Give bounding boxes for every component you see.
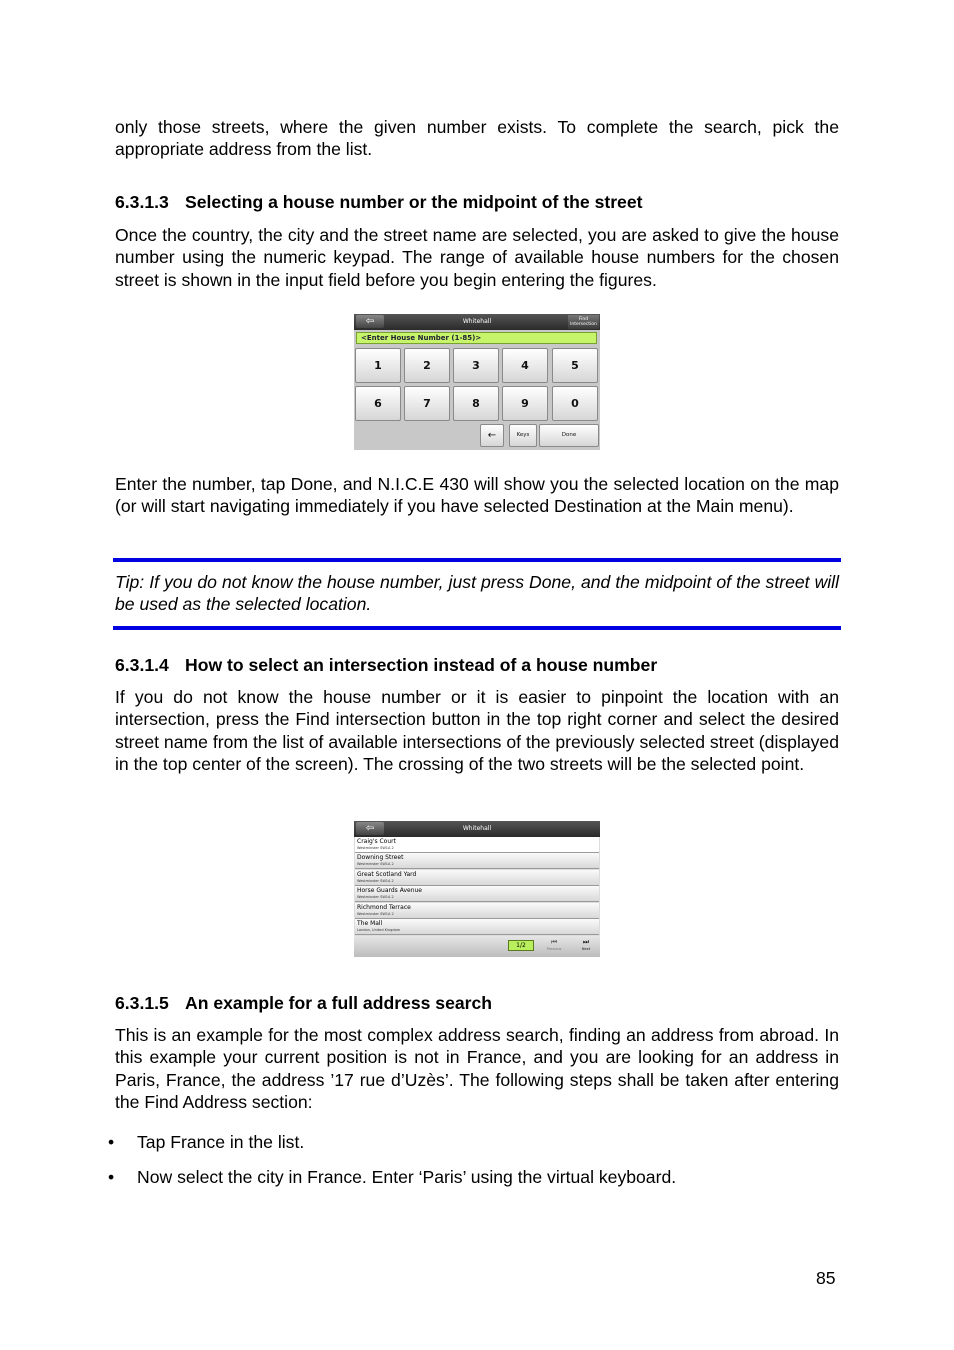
keys-button[interactable]: Keys	[509, 424, 537, 447]
section-number: 6.3.1.4	[115, 655, 169, 675]
find-label: Find	[578, 317, 589, 322]
backspace-button[interactable]: ←	[480, 424, 504, 447]
section-heading-6-3-1-4	[115, 655, 657, 676]
street-name: Downing Street	[357, 854, 404, 861]
street-area: Westminster SW1A 2	[357, 895, 394, 899]
street-area: Westminster SW1A 2	[357, 912, 394, 916]
key-4[interactable]: 4	[502, 348, 548, 383]
previous-icon: ⏮	[550, 938, 558, 946]
street-name: Horse Guards Avenue	[357, 887, 422, 894]
previous-label: Previous	[546, 947, 562, 951]
key-5[interactable]: 5	[552, 348, 598, 383]
street-name: Craig's Court	[357, 838, 396, 845]
done-button[interactable]: Done	[539, 424, 599, 447]
title-bar	[354, 821, 600, 837]
next-icon: ⏭	[582, 938, 590, 946]
bullet-icon: •	[108, 1132, 115, 1152]
next-label: Next	[581, 947, 591, 951]
street-area: Westminster SW1A 2	[357, 846, 394, 850]
street-area: Westminster SW1A 2	[357, 862, 394, 866]
section-number: 6.3.1.5	[115, 993, 169, 1013]
list-item[interactable]	[355, 903, 599, 919]
step-text: Tap France in the list.	[137, 1132, 305, 1152]
house-number-input[interactable]: <Enter House Number (1-85)>	[356, 332, 597, 344]
intersection-label: Intersection	[570, 322, 597, 327]
title-bar	[354, 314, 600, 330]
bullet-icon: •	[108, 1167, 115, 1187]
page-indicator: 1/2	[508, 940, 534, 951]
back-arrow-icon[interactable]: ⇦	[356, 822, 384, 835]
section-title: Selecting a house number or the midpoint of the street	[185, 192, 643, 212]
list-item[interactable]	[355, 853, 599, 869]
key-6[interactable]: 6	[355, 386, 401, 421]
screen-title: Whitehall	[462, 825, 492, 832]
key-3[interactable]: 3	[453, 348, 499, 383]
list-item[interactable]	[355, 919, 599, 935]
list-item	[108, 1166, 676, 1201]
key-0[interactable]: 0	[552, 386, 598, 421]
list-item[interactable]	[355, 837, 599, 853]
back-arrow-icon[interactable]: ⇦	[356, 315, 384, 328]
street-area: London, United Kingdom	[357, 928, 401, 932]
key-7[interactable]: 7	[404, 386, 450, 421]
step-text: Now select the city in France. Enter ‘Paris’ using the virtual keyboard.	[137, 1167, 677, 1187]
street-name: Richmond Terrace	[357, 904, 411, 911]
section-number: 6.3.1.3	[115, 192, 169, 212]
tip-text: Tip: If you do not know the house number, just press Done, and the midpoint of the street will be used as the selected location.	[115, 572, 839, 615]
tip-box	[113, 558, 841, 630]
list-item[interactable]	[355, 886, 599, 902]
pager-bar	[354, 936, 600, 957]
page-number: 85	[816, 1268, 836, 1288]
steps-list	[108, 1131, 676, 1201]
paragraph-example: This is an example for the most complex address search, finding an address from abroad. In this example your current position is not in France, and you are looking for an address in Paris, France, the address ’17 rue d’Uzès’. The following steps shall be taken after entering the Find Address section:	[115, 1025, 839, 1112]
street-name: The Mall	[357, 920, 383, 927]
screen-title: Whitehall	[462, 318, 492, 325]
house-number-keypad-screenshot	[354, 314, 600, 450]
key-8[interactable]: 8	[453, 386, 499, 421]
next-page-button[interactable]	[576, 938, 596, 954]
key-1[interactable]: 1	[355, 348, 401, 383]
intersection-list-screenshot	[354, 821, 600, 957]
paragraph-intersection: If you do not know the house number or it is easier to pinpoint the location with an intersection, press the Find intersection button in the top right corner and select the desired street name from the list of available intersections of the previously selected street (displayed in the top center of the screen). The crossing of the two streets will be the selected point.	[115, 687, 839, 774]
paragraph-enter-number: Enter the number, tap Done, and N.I.C.E 430 will show you the selected location on the map (or will start navigating immediately if you have selected Destination at the Main menu).	[115, 474, 839, 517]
street-name: Great Scotland Yard	[357, 871, 417, 878]
find-intersection-button[interactable]	[568, 315, 599, 329]
previous-page-button[interactable]	[544, 938, 564, 954]
list-item	[108, 1131, 676, 1166]
key-9[interactable]: 9	[502, 386, 548, 421]
paragraph-house-number: Once the country, the city and the street name are selected, you are asked to give the house number using the numeric keypad. The range of available house numbers for the chosen street is shown in the input field before you begin entering the figures.	[115, 225, 839, 290]
section-title: How to select an intersection instead of a house number	[185, 655, 658, 675]
key-2[interactable]: 2	[404, 348, 450, 383]
section-heading-6-3-1-5	[115, 993, 492, 1014]
paragraph-intro: only those streets, where the given number exists. To complete the search, pick the appropriate address from the list.	[115, 117, 839, 160]
street-area: Westminster SW1A 2	[357, 879, 394, 883]
section-heading-6-3-1-3	[115, 192, 643, 213]
list-item[interactable]	[355, 870, 599, 886]
section-title: An example for a full address search	[185, 993, 493, 1013]
